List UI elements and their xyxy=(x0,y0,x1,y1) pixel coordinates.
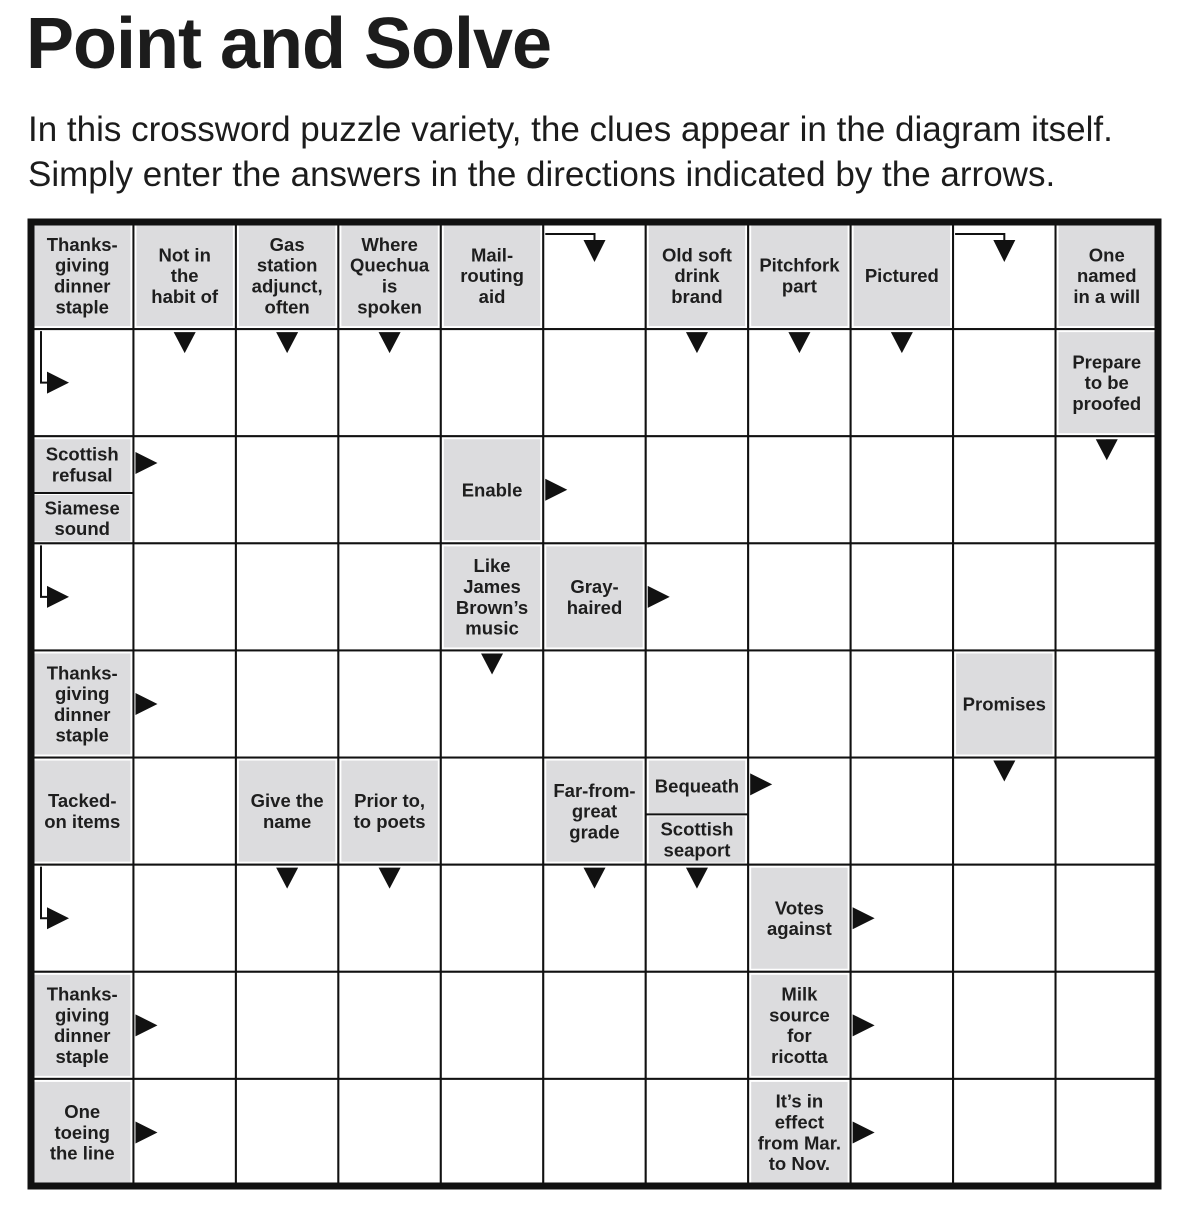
answer-cell[interactable] xyxy=(851,543,953,650)
answer-cell[interactable] xyxy=(1056,972,1158,1079)
clue-text-pitchfork: part xyxy=(781,275,817,297)
answer-cell[interactable] xyxy=(441,865,543,972)
answer-cell[interactable] xyxy=(953,436,1055,543)
clue-text-james-brown: Like xyxy=(473,555,511,577)
clue-text-quechua: Quechua xyxy=(350,254,430,276)
clue-text-gas-station: adjunct, xyxy=(251,275,323,297)
answer-cell[interactable] xyxy=(1056,865,1158,972)
clue-text-siamese-sound: Siamese xyxy=(44,497,120,519)
answer-cell[interactable] xyxy=(236,543,338,650)
clue-text-scottish-seaport: seaport xyxy=(663,839,731,861)
clue-text-give-name: Give the xyxy=(250,790,324,812)
answer-cell[interactable] xyxy=(748,543,850,650)
clue-text-gas-station: often xyxy=(264,296,310,318)
answer-cell[interactable] xyxy=(441,329,543,436)
clue-text-siamese-sound: sound xyxy=(54,518,110,540)
clue-text-one-toeing: the line xyxy=(49,1142,115,1164)
answer-cell[interactable] xyxy=(953,1079,1055,1186)
clue-text-thanks1: staple xyxy=(55,296,109,318)
clue-text-thanks1: dinner xyxy=(53,275,111,297)
clue-text-milk-source: ricotta xyxy=(771,1046,828,1068)
clue-text-one-toeing: One xyxy=(64,1101,101,1123)
clue-text-thanks2: staple xyxy=(55,724,109,746)
answer-cell[interactable] xyxy=(1056,543,1158,650)
answer-cell[interactable] xyxy=(236,650,338,757)
clue-text-enable: Enable xyxy=(461,479,523,501)
answer-cell[interactable] xyxy=(133,758,235,865)
answer-cell[interactable] xyxy=(338,650,440,757)
answer-cell[interactable] xyxy=(543,1079,645,1186)
clue-text-prepare-proofed: to be xyxy=(1084,372,1129,394)
clue-text-its-in-effect: effect xyxy=(774,1111,825,1133)
clue-text-tacked-on: on items xyxy=(44,811,121,833)
answer-cell[interactable] xyxy=(236,972,338,1079)
clue-text-old-soft-drink: drink xyxy=(674,265,720,287)
clue-text-tacked-on: Tacked- xyxy=(47,790,117,812)
clue-text-its-in-effect: to Nov. xyxy=(768,1153,831,1175)
answer-cell[interactable] xyxy=(646,972,748,1079)
clue-text-bequeath: Bequeath xyxy=(654,775,740,797)
clue-text-thanks3: dinner xyxy=(53,1025,111,1047)
clue-text-votes-against: against xyxy=(767,918,832,940)
clue-text-old-soft-drink: brand xyxy=(671,285,723,307)
answer-cell[interactable] xyxy=(543,329,645,436)
answer-cell[interactable] xyxy=(441,972,543,1079)
answer-cell[interactable] xyxy=(133,436,235,543)
answer-cell[interactable] xyxy=(953,865,1055,972)
clue-text-prior-to: Prior to, xyxy=(354,790,426,812)
answer-cell[interactable] xyxy=(236,436,338,543)
clue-text-prepare-proofed: proofed xyxy=(1072,392,1142,414)
clue-text-mail-routing: Mail- xyxy=(470,244,514,266)
answer-cell[interactable] xyxy=(338,1079,440,1186)
answer-cell[interactable] xyxy=(133,543,235,650)
clue-text-thanks2: Thanks- xyxy=(46,662,118,684)
clue-text-thanks3: giving xyxy=(54,1004,110,1026)
answer-cell[interactable] xyxy=(748,650,850,757)
answer-cell[interactable] xyxy=(236,1079,338,1186)
clue-text-prepare-proofed: Prepare xyxy=(1072,351,1142,373)
answer-cell[interactable] xyxy=(1056,1079,1158,1186)
answer-cell[interactable] xyxy=(953,329,1055,436)
clue-text-scottish-seaport: Scottish xyxy=(660,818,734,840)
clue-text-not-in-habit: Not in xyxy=(158,244,211,266)
clue-text-mail-routing: aid xyxy=(478,285,506,307)
clue-text-not-in-habit: the xyxy=(170,265,199,287)
clue-text-quechua: Where xyxy=(361,233,418,255)
answer-cell[interactable] xyxy=(748,436,850,543)
answer-cell[interactable] xyxy=(748,758,850,865)
clue-text-thanks2: giving xyxy=(54,683,110,705)
clue-text-pictured: Pictured xyxy=(864,265,939,287)
answer-cell[interactable] xyxy=(338,543,440,650)
clue-text-its-in-effect: It’s in xyxy=(775,1090,824,1112)
answer-cell[interactable] xyxy=(133,865,235,972)
clue-text-james-brown: Brown’s xyxy=(455,596,529,618)
clue-text-thanks3: Thanks- xyxy=(46,983,118,1005)
answer-cell[interactable] xyxy=(851,650,953,757)
clue-text-old-soft-drink: Old soft xyxy=(662,244,732,266)
answer-cell[interactable] xyxy=(851,758,953,865)
clue-text-far-from-great: Far-from- xyxy=(553,779,636,801)
answer-cell[interactable] xyxy=(646,1079,748,1186)
clue-text-gray-haired: Gray- xyxy=(570,575,619,597)
clue-text-one-named: in a will xyxy=(1073,285,1141,307)
answer-cell[interactable] xyxy=(1056,758,1158,865)
puzzle-title: Point and Solve xyxy=(26,4,552,84)
answer-cell[interactable] xyxy=(543,972,645,1079)
instructions-line-1: In this crossword puzzle variety, the clues appear in the diagram itself. xyxy=(28,110,1113,149)
clue-text-quechua: is xyxy=(381,275,398,297)
answer-cell[interactable] xyxy=(953,972,1055,1079)
clue-text-thanks1: giving xyxy=(54,254,110,276)
answer-cell[interactable] xyxy=(1056,650,1158,757)
clue-text-promises: Promises xyxy=(962,693,1046,715)
clue-text-prior-to: to poets xyxy=(353,811,426,833)
clue-text-scottish-refusal: Scottish xyxy=(45,443,119,465)
clue-text-far-from-great: great xyxy=(571,800,618,822)
answer-cell[interactable] xyxy=(543,650,645,757)
answer-cell[interactable] xyxy=(338,436,440,543)
answer-cell[interactable] xyxy=(851,436,953,543)
clue-text-milk-source: for xyxy=(787,1025,812,1047)
clue-text-thanks3: staple xyxy=(55,1046,109,1068)
clue-text-thanks2: dinner xyxy=(53,703,111,725)
instructions-line-2: Simply enter the answers in the directions indicated by the arrows. xyxy=(28,155,1056,194)
clue-text-pitchfork: Pitchfork xyxy=(759,254,840,276)
clue-text-give-name: name xyxy=(262,811,312,833)
clue-text-milk-source: source xyxy=(769,1004,830,1026)
answer-cell[interactable] xyxy=(646,650,748,757)
clue-text-quechua: spoken xyxy=(357,296,422,318)
clue-text-gray-haired: haired xyxy=(566,596,623,618)
clue-text-gas-station: station xyxy=(256,254,318,276)
clue-text-votes-against: Votes xyxy=(774,897,824,919)
answer-cell[interactable] xyxy=(953,543,1055,650)
answer-cell[interactable] xyxy=(441,758,543,865)
clue-text-far-from-great: grade xyxy=(569,821,620,843)
clue-text-one-named: One xyxy=(1088,244,1125,266)
clue-text-milk-source: Milk xyxy=(781,983,818,1005)
clue-text-one-toeing: toeing xyxy=(54,1121,110,1143)
clue-text-one-named: named xyxy=(1076,265,1137,287)
answer-cell[interactable] xyxy=(646,436,748,543)
clue-text-james-brown: music xyxy=(465,617,519,639)
clue-text-gas-station: Gas xyxy=(269,233,305,255)
clue-text-its-in-effect: from Mar. xyxy=(757,1132,842,1154)
answer-cell[interactable] xyxy=(441,1079,543,1186)
clue-text-thanks1: Thanks- xyxy=(46,233,118,255)
answer-cell[interactable] xyxy=(338,972,440,1079)
clue-text-scottish-refusal: refusal xyxy=(51,464,113,486)
clue-text-mail-routing: routing xyxy=(460,265,524,287)
clue-text-james-brown: James xyxy=(463,575,521,597)
clue-text-not-in-habit: habit of xyxy=(151,285,219,307)
